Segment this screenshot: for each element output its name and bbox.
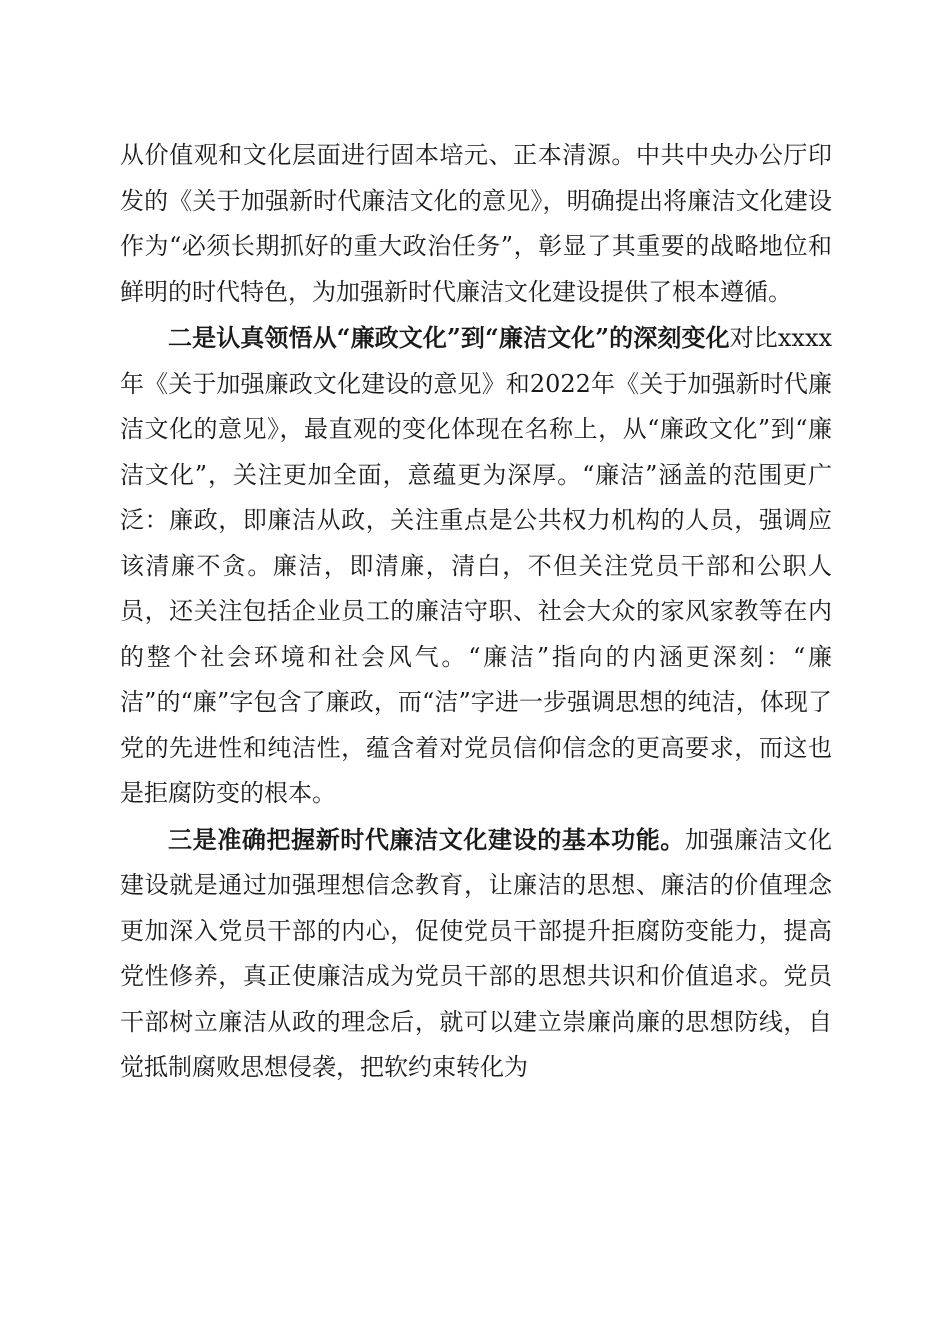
point-three-body: 加强廉洁文化建设就是通过加强理想信念教育，让廉洁的思想、廉洁的价值理念更加深入党员干部的内心，促使党员干部提升拒腐防变能力，提高党性修养，真正使廉洁成为党员干部的思想共识和价值追求。党员干部树立廉洁从政的理念后，就可以建立崇廉尚廉的思想防线，自觉抵制腐败思想侵袭，把软约束转化为	[120, 825, 832, 1081]
point-three-heading: 三是准确把握新时代廉洁文化建设的基本功能。	[168, 824, 685, 854]
paragraph-point-two	[120, 315, 832, 817]
paragraph-point-three	[120, 817, 832, 1091]
paragraph-continuation: 从价值观和文化层面进行固本培元、正本清源。中共中央办公厅印发的《关于加强新时代廉洁文化的意见》，明确提出将廉洁文化建设作为“必须长期抓好的重大政治任务”，彰显了其重要的战略地位和鲜明的时代特色，为加强新时代廉洁文化建设提供了根本遵循。	[120, 141, 832, 306]
point-two-body: 对比xxxx年《关于加强廉政文化建设的意见》和2022年《关于加强新时代廉洁文化的意见》，最直观的变化体现在名称上，从“廉政文化”到“廉洁文化”，关注更加全面，意蕴更为深厚。“廉洁”涵盖的范围更广泛：廉政，即廉洁从政，关注重点是公共权力机构的人员，强调应该清廉不贪。廉洁，即清廉，清白，不但关注党员干部和公职人员，还关注包括企业员工的廉洁守职、社会大众的家风家教等在内的整个社会环境和社会风气。“廉洁”指向的内涵更深刻：“廉洁”的“廉”字包含了廉政，而“洁”字进一步强调思想的纯洁，体现了党的先进性和纯洁性，蕴含着对党员信仰信念的更高要求，而这也是拒腐防变的根本。	[120, 324, 833, 807]
point-two-heading: 二是认真领悟从“廉政文化”到“廉洁文化”的深刻变化	[168, 323, 730, 352]
document-body	[120, 133, 832, 1091]
